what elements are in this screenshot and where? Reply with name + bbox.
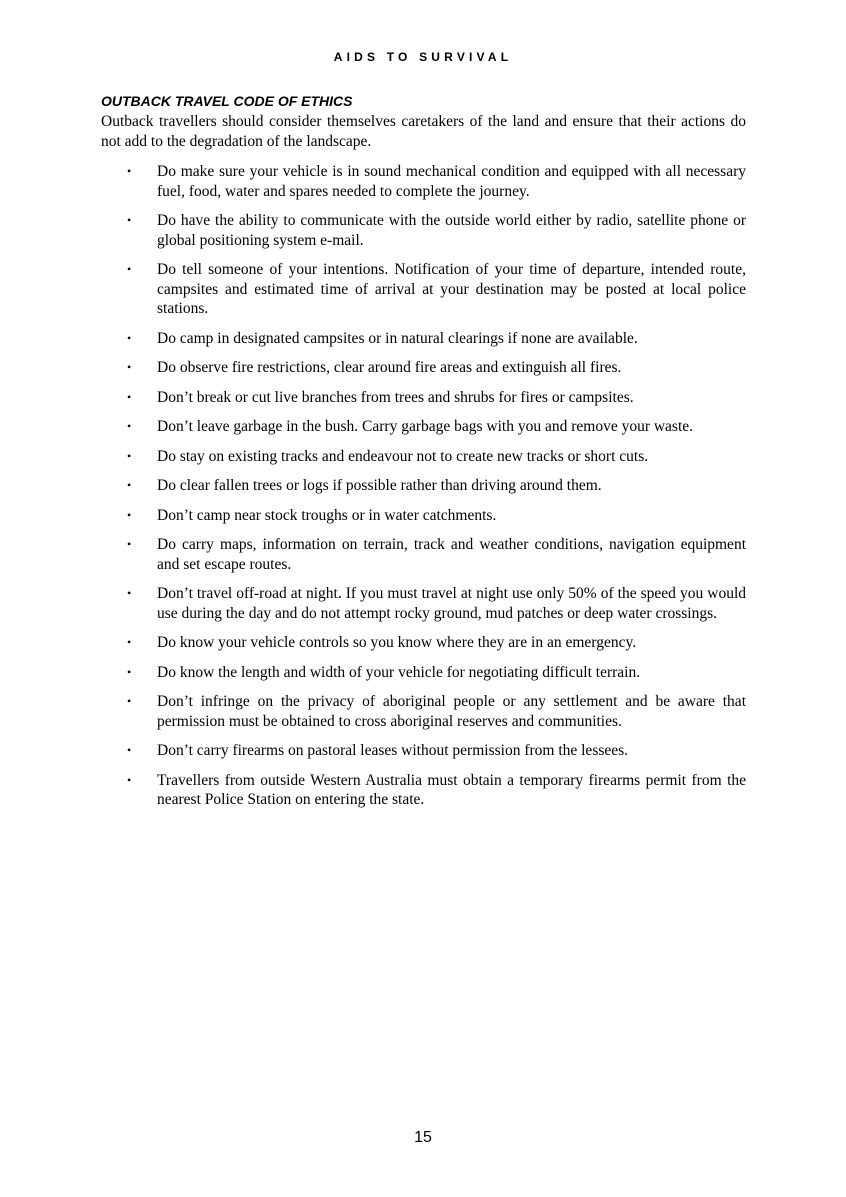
list-item-text: Do stay on existing tracks and endeavour not to create new tracks or short cuts.	[157, 447, 649, 465]
list-item	[101, 535, 746, 574]
list-item-text: Do clear fallen trees or logs if possible rather than driving around them.	[157, 477, 602, 494]
bullet-icon: •	[127, 448, 132, 463]
list-item-text: Don’t infringe on the privacy of aboriginal people or any settlement and be aware that permission must be obtained to cross aboriginal reserves and communities.	[157, 693, 746, 730]
bullet-icon: •	[127, 262, 132, 276]
bullet-icon: •	[127, 664, 132, 679]
main-content	[101, 92, 746, 820]
ethics-list	[101, 162, 746, 810]
list-item-text: Do tell someone of your intentions. Notification of your time of departure, intended route, campsites and estimated time of arrival at your destination may be posted at local police stations.	[157, 261, 746, 317]
list-item-text: Don’t carry firearms on pastoral leases without permission from the lessees.	[157, 742, 629, 759]
list-item	[101, 417, 746, 437]
bullet-icon: •	[127, 330, 132, 345]
bullet-icon: •	[127, 213, 132, 227]
list-item	[101, 663, 746, 683]
list-item	[101, 211, 746, 250]
list-item-text: Don’t travel off-road at night. If you must travel at night use only 50% of the speed you would use during the day and do not attempt rocky ground, mud patches or deep water crossings.	[157, 585, 746, 622]
bullet-icon: •	[127, 389, 132, 404]
list-item	[101, 584, 746, 623]
bullet-icon: •	[127, 537, 132, 551]
list-item-text: Do know the length and width of your vehicle for negotiating difficult terrain.	[157, 663, 641, 681]
list-item	[101, 771, 746, 810]
list-item-text: Do have the ability to communicate with the outside world either by radio, satellite phone or global positioning system e-mail.	[157, 212, 746, 249]
list-item-text: Don’t camp near stock troughs or in water catchments.	[157, 506, 497, 524]
list-item-text: Do observe fire restrictions, clear around fire areas and extinguish all fires.	[157, 359, 622, 376]
bullet-icon: •	[127, 507, 132, 522]
intro-paragraph: Outback travellers should consider themselves caretakers of the land and ensure that their actions do not add to the degradation of the landscape.	[101, 113, 746, 150]
bullet-icon: •	[127, 478, 132, 492]
bullet-icon: •	[127, 694, 132, 708]
page-number: 15	[414, 1129, 432, 1146]
list-item	[101, 633, 746, 653]
list-item-text: Don’t break or cut live branches from trees and shrubs for fires or campsites.	[157, 388, 634, 406]
list-item-text: Don’t leave garbage in the bush. Carry garbage bags with you and remove your waste.	[157, 418, 694, 435]
list-item	[101, 476, 746, 496]
list-item-text: Travellers from outside Western Australia must obtain a temporary firearms permit from the nearest Police Station on entering the state.	[157, 771, 746, 808]
bullet-icon: •	[127, 419, 132, 433]
list-item-text: Do camp in designated campsites or in natural clearings if none are available.	[157, 329, 638, 347]
bullet-icon: •	[127, 586, 132, 600]
bullet-icon: •	[127, 635, 132, 649]
list-item-text: Do carry maps, information on terrain, track and weather conditions, navigation equipment and set escape routes.	[157, 536, 746, 573]
list-item	[101, 162, 746, 201]
list-item	[101, 329, 746, 349]
list-item	[101, 388, 746, 408]
list-item	[101, 506, 746, 526]
list-item	[101, 692, 746, 731]
bullet-icon: •	[127, 164, 132, 178]
section-title: OUTBACK TRAVEL CODE OF ETHICS	[101, 93, 353, 109]
bullet-icon: •	[127, 772, 132, 787]
list-item	[101, 741, 746, 761]
bullet-icon: •	[127, 360, 132, 374]
running-header: AIDS TO SURVIVAL	[333, 50, 513, 64]
list-item	[101, 260, 746, 319]
list-item-text: Do know your vehicle controls so you know where they are in an emergency.	[157, 634, 637, 651]
list-item	[101, 447, 746, 467]
list-item-text: Do make sure your vehicle is in sound mechanical condition and equipped with all necessary fuel, food, water and spares needed to complete the journey.	[157, 163, 746, 200]
bullet-icon: •	[127, 743, 132, 757]
list-item	[101, 358, 746, 378]
